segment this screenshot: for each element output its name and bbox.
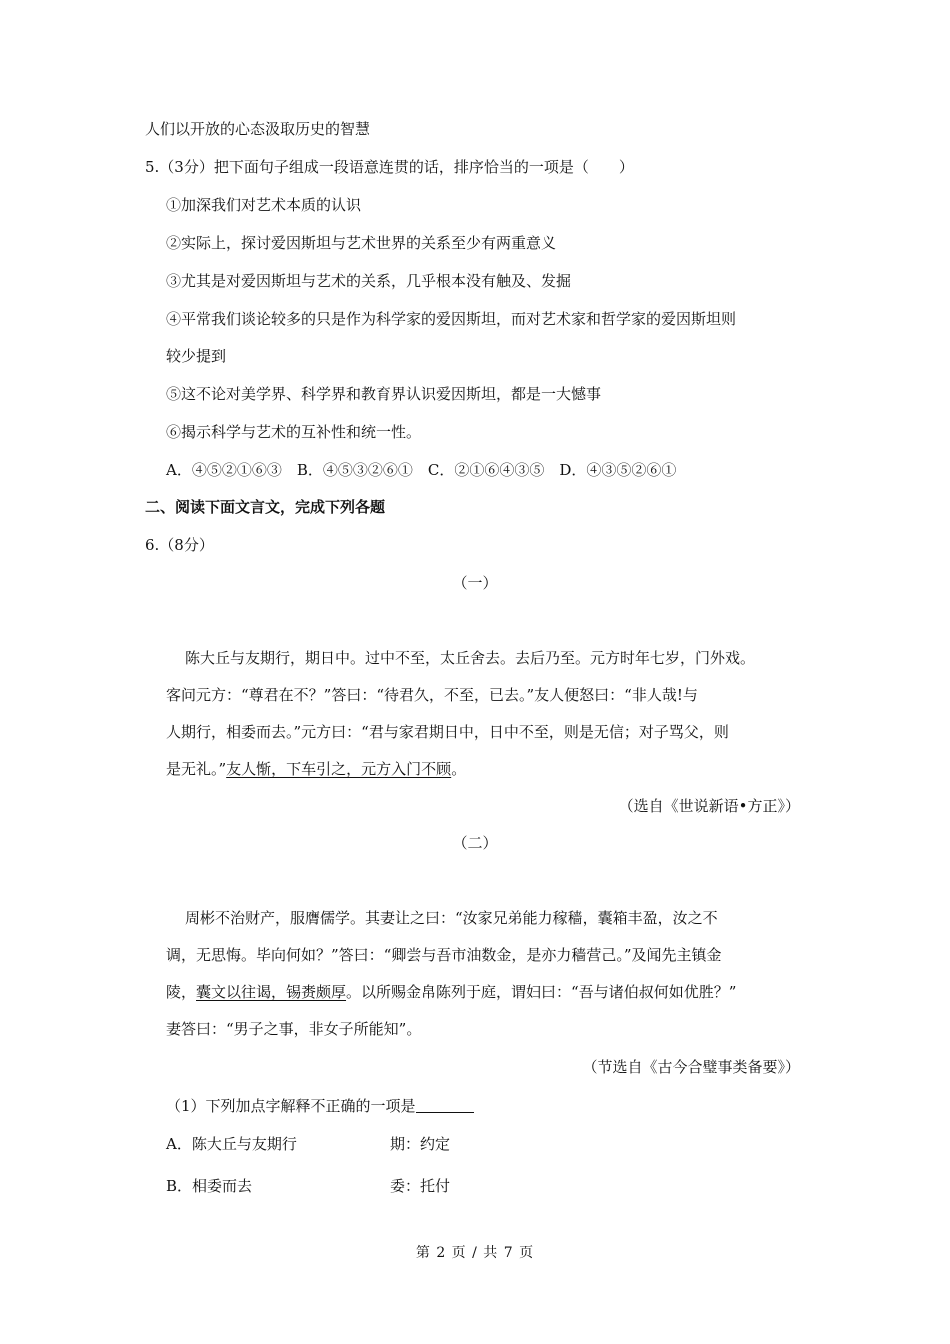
q5-sentence-2: ②实际上，探讨爱因斯坦与艺术世界的关系至少有两重意义 bbox=[166, 234, 557, 252]
q5-sentence-4: ④平常我们谈论较多的只是作为科学家的爱因斯坦，而对艺术家和哲学家的爱因斯坦则 bbox=[166, 310, 737, 328]
q5-sentence-1: ①加深我们对艺术本质的认识 bbox=[166, 196, 362, 214]
passage-2-line-4: 妻答曰：“男子之事，非女子所能知”。 bbox=[166, 1020, 422, 1038]
page-footer: 第 2 页 / 共 7 页 bbox=[415, 1245, 535, 1261]
passage-1-line-1: 陈大丘与友期行，期日中。过中不至，太丘舍去。去后乃至。元方时年七岁，门外戏。 bbox=[185, 649, 756, 667]
passage-1-line-4-plain: 是无礼。” bbox=[166, 760, 227, 778]
q5-options: A．④⑤②①⑥③ B．④⑤③②⑥① C．②①⑥④③⑤ D．④③⑤②⑥① bbox=[166, 461, 677, 479]
q5-stem: 5.（3分）把下面句子组成一段语意连贯的话，排序恰当的一项是（ ） bbox=[145, 158, 634, 176]
q6-sub1-stem-text: （1）下列加点字解释不正确的一项是 bbox=[166, 1097, 416, 1115]
option-a-label: A．陈大丘与友期行 bbox=[166, 1135, 297, 1153]
passage-2-line-3-post: 。以所赐金帛陈列于庭，谓妇曰：“吾与诸伯叔何如优胜？” bbox=[346, 983, 737, 1001]
passage-2-line-1: 周彬不治财产，服膺儒学。其妻让之曰：“汝家兄弟能力稼穑，囊箱丰盈，汝之不 bbox=[185, 909, 718, 927]
passage-2-source: （节选自《古今合璧事类备要》） bbox=[582, 1058, 800, 1076]
q5-sentence-3: ③尤其是对爱因斯坦与艺术的关系，几乎根本没有触及、发掘 bbox=[166, 272, 572, 290]
passage-1-line-4 bbox=[166, 759, 466, 779]
passage-2-underlined-sentence: 囊文以往谒，锡赉颇厚 bbox=[196, 983, 347, 1001]
q6-sub1-option-a bbox=[166, 1134, 666, 1154]
q5-sentence-5: ⑤这不论对美学界、科学界和教育界认识爱因斯坦，都是一大憾事 bbox=[166, 385, 602, 403]
section-2-title: 二、阅读下面文言文，完成下列各题 bbox=[145, 498, 386, 516]
q5-sentence-6: ⑥揭示科学与艺术的互补性和统一性。 bbox=[166, 423, 422, 441]
passage-1-source: （选自《世说新语•方正》） bbox=[618, 797, 800, 815]
passage-2-line-3-pre: 陵， bbox=[166, 983, 197, 1001]
q5-sentence-4-cont: 较少提到 bbox=[166, 347, 227, 365]
option-b-label: B．相委而去 bbox=[166, 1177, 253, 1195]
passage-2-line-3 bbox=[166, 982, 736, 1002]
passage-1-underlined-sentence: 友人惭，下车引之，元方入门不顾 bbox=[226, 760, 452, 778]
passage-2-heading: （二） bbox=[452, 834, 498, 852]
passage-1-line-3: 人期行，相委而去。”元方曰：“君与家君期日中，日中不至，则是无信；对子骂父，则 bbox=[166, 723, 729, 741]
passage-1-line-4-end: 。 bbox=[451, 760, 467, 778]
passage-1-heading: （一） bbox=[452, 574, 498, 592]
option-a-gloss: 期：约定 bbox=[390, 1135, 451, 1153]
option-b-gloss: 委：托付 bbox=[390, 1177, 451, 1195]
passage-2-line-2: 调，无思悔。毕向何如？”答曰：“卿尝与吾市油数金，是亦力穑营己。”及闻先主镇金 bbox=[166, 946, 722, 964]
q6-stem: 6.（8分） bbox=[145, 536, 214, 554]
q6-sub1-stem bbox=[166, 1096, 474, 1116]
lead-line: 人们以开放的心态汲取历史的智慧 bbox=[145, 120, 371, 138]
passage-1-line-2: 客问元方：“尊君在不？”答曰：“待君久，不至，已去。”友人便怒曰：“非人哉!与 bbox=[166, 686, 698, 704]
answer-blank[interactable] bbox=[416, 1098, 474, 1113]
q6-sub1-option-b bbox=[166, 1176, 666, 1196]
